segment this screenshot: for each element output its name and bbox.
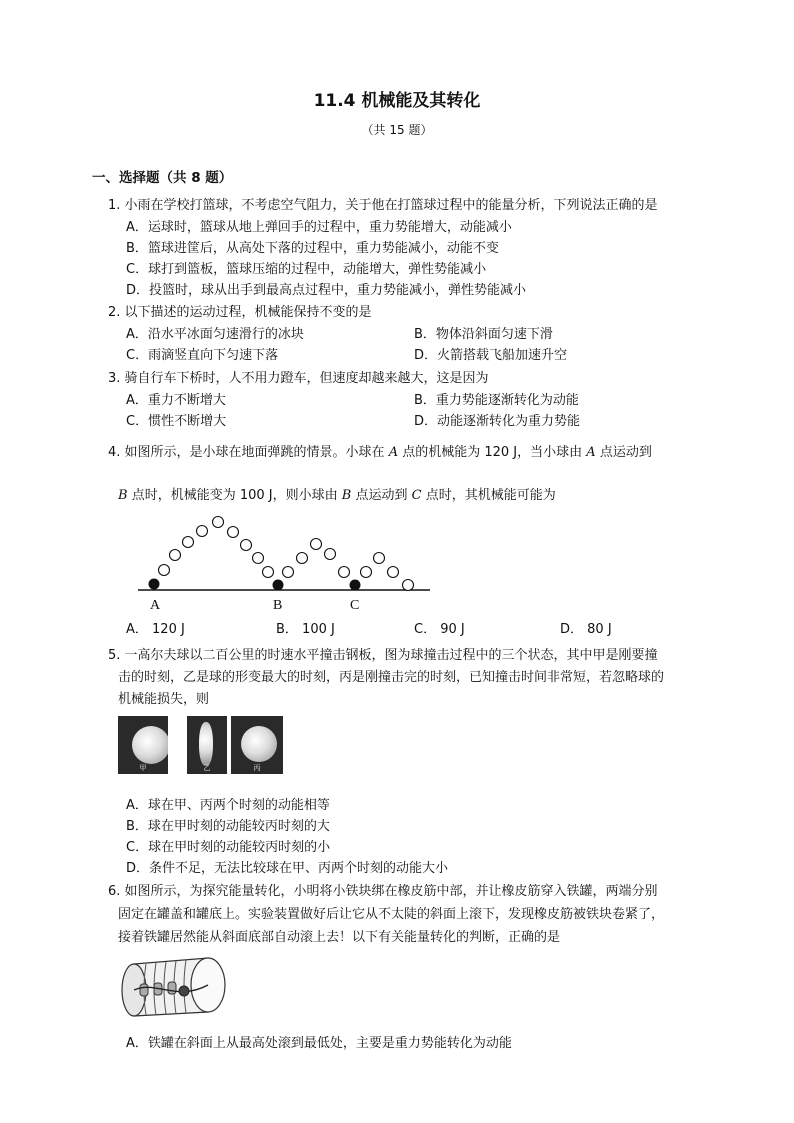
q1-stem: 1. 小雨在学校打篮球，不考虑空气阻力，关于他在打篮球过程中的能量分析，下列说法正确的是 [108, 198, 658, 213]
point-b-label: B [118, 488, 128, 503]
q3-option-c: C．惯性不断增大 [126, 414, 227, 429]
q2-option-b: B．物体沿斜面匀速下滑 [414, 327, 553, 342]
figure-label-b: B [273, 598, 283, 613]
q3-stem: 3. 骑自行车下桥时，人不用力蹬车，但速度却越来越大，这是因为 [108, 371, 489, 386]
q5-option-a: A．球在甲、丙两个时刻的动能相等 [126, 798, 330, 813]
golf-ball-photo-jia [118, 716, 168, 774]
q4-option-d: D． 80 J [560, 622, 612, 637]
q4-stem-line-2: B 点时，机械能变为 100 J，则小球由 B 点运动到 C 点时，其机械能可能为 [118, 488, 556, 503]
q5-stem-line-1: 5. 一高尔夫球以二百公里的时速水平撞击钢板，图为球撞击过程中的三个状态，其中甲是刚要撞 [108, 648, 658, 663]
q6-stem-line-3: 接着铁罐居然能从斜面底部自动滚上去！以下有关能量转化的判断，正确的是 [118, 930, 561, 945]
q2-option-c: C．雨滴竖直向下匀速下落 [126, 348, 279, 363]
q3-option-a: A．重力不断增大 [126, 393, 226, 408]
iron-block [179, 986, 189, 996]
ball-trajectory [159, 517, 414, 591]
section-heading: 一、选择题（共 8 题） [92, 170, 233, 186]
q5-option-b: B．球在甲时刻的动能较丙时刻的大 [126, 819, 330, 834]
q4-option-b: B． 100 J [276, 622, 335, 637]
q1-option-d: D．投篮时，球从出手到最高点过程中，重力势能减小，弹性势能减小 [126, 283, 527, 298]
point-c-label: C [411, 488, 422, 503]
q2-stem: 2. 以下描述的运动过程，机械能保持不变的是 [108, 305, 372, 320]
q4-stem-line-1: 4. 如图所示，是小球在地面弹跳的情景。小球在 A 点的机械能为 120 J，当小球由 A 点运动到 [108, 445, 652, 460]
photo-caption: 丙 [253, 764, 261, 772]
q2-option-d: D．火箭搭载飞船加速升空 [414, 348, 568, 363]
iron-can-figure [116, 950, 236, 1022]
bouncing-ball-figure [120, 508, 440, 614]
figure-label-a: A [150, 598, 161, 613]
golf-ball-photo-yi [187, 716, 227, 774]
q5-option-c: C．球在甲时刻的动能较丙时刻的小 [126, 840, 331, 855]
golf-ball-image [241, 726, 277, 762]
q5-option-d: D．条件不足，无法比较球在甲、丙两个时刻的动能大小 [126, 861, 449, 876]
q5-stem-line-2: 击的时刻，乙是球的形变最大的时刻，丙是刚撞击完的时刻，已知撞击时间非常短，若忽略球的 [118, 670, 665, 685]
q6-stem-line-1: 6. 如图所示，为探究能量转化，小明将小铁块绑在橡皮筋中部，并让橡皮筋穿入铁罐，两端分别 [108, 884, 658, 899]
q3-option-d: D．动能逐渐转化为重力势能 [414, 414, 581, 429]
question-count: （共 15 题） [361, 123, 433, 137]
q2-option-a: A．沿水平冰面匀速滑行的冰块 [126, 327, 304, 342]
golf-ball-photo-bing [231, 716, 283, 774]
photo-caption: 乙 [203, 764, 211, 772]
point-b-label: B [341, 488, 352, 503]
q4-option-c: C． 90 J [414, 622, 465, 637]
q3-option-b: B．重力势能逐渐转化为动能 [414, 393, 579, 408]
q6-option-a: A．铁罐在斜面上从最高处滚到最低处，主要是重力势能转化为动能 [126, 1036, 512, 1051]
q5-stem-line-3: 机械能损失，则 [118, 692, 210, 707]
figure-label-c: C [350, 598, 360, 613]
photo-caption: 甲 [139, 764, 147, 772]
golf-ball-image [199, 722, 213, 766]
ball-at-a [149, 579, 160, 590]
q6-stem-line-2: 固定在罐盖和罐底上。实验装置做好后让它从不太陡的斜面上滚下，发现橡皮筋被铁块卷紧了， [118, 907, 665, 922]
golf-ball-image [132, 726, 168, 764]
ball-at-b [273, 580, 284, 591]
q1-option-a: A．运球时，篮球从地上弹回手的过程中，重力势能增大，动能减小 [126, 220, 512, 235]
ball-at-c [350, 580, 361, 591]
point-a-label: A [388, 445, 399, 460]
point-a-label: A [586, 445, 596, 460]
document-title: 11.4 机械能及其转化 [313, 91, 481, 111]
q1-option-c: C．球打到篮板，篮球压缩的过程中，动能增大，弹性势能减小 [126, 262, 487, 277]
q1-option-b: B．篮球进筐后，从高处下落的过程中，重力势能减小，动能不变 [126, 241, 499, 256]
q4-option-a: A． 120 J [126, 622, 185, 637]
